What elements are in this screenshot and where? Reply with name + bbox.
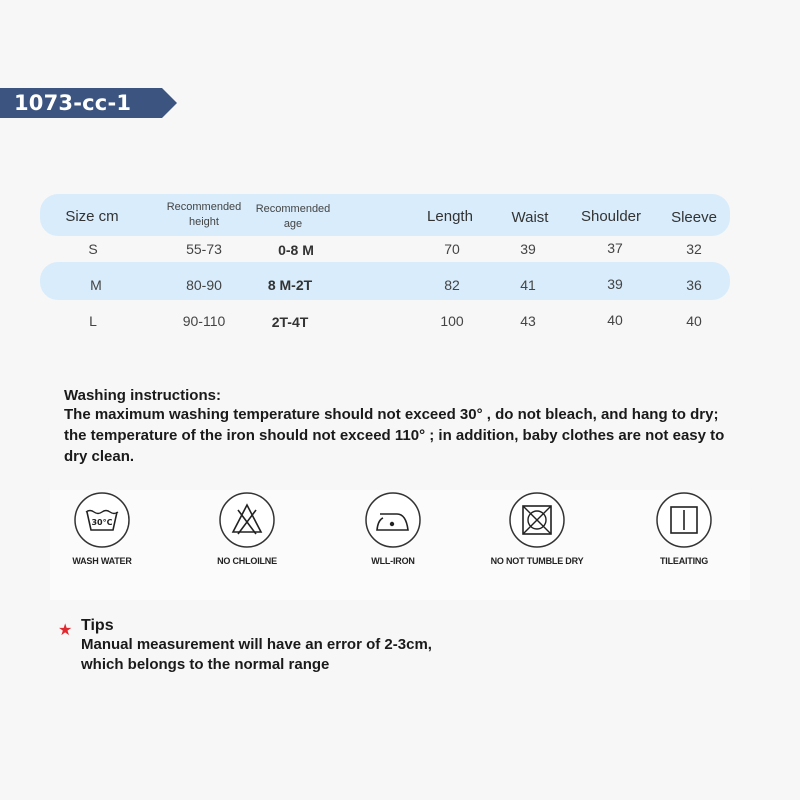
care-item-tumble (477, 490, 597, 566)
tips-title: Tips (81, 617, 114, 634)
care-item-wash (42, 490, 162, 566)
table-cell: 41 (520, 277, 536, 293)
row-band (40, 262, 730, 300)
tips-line-2: which belongs to the normal range (81, 656, 330, 673)
line-dry-icon (654, 490, 714, 550)
wash-temp-label: 30°C (91, 518, 113, 527)
table-cell: 80-90 (186, 277, 222, 293)
product-tag (0, 88, 178, 118)
no-bleach-icon (217, 490, 277, 550)
table-cell: 39 (607, 276, 623, 292)
care-label: WLL-IRON (371, 556, 415, 566)
table-cell: L (89, 313, 97, 329)
table-cell: 43 (520, 313, 536, 329)
header-waist: Waist (511, 209, 549, 226)
wash-30c-icon (72, 490, 132, 550)
care-icons-row (50, 490, 750, 600)
care-item-dry (624, 490, 744, 566)
table-cell: 32 (686, 241, 702, 257)
header-height: Recommended height (166, 201, 242, 228)
care-label: NO CHLOILNE (217, 556, 277, 566)
header-size: Size cm (65, 208, 119, 225)
table-cell: 90-110 (182, 313, 226, 329)
table-cell: 82 (444, 277, 460, 293)
table-cell: 100 (440, 313, 464, 329)
size-table (40, 190, 730, 340)
washing-title: Washing instructions: (64, 387, 221, 404)
table-cell: 40 (607, 312, 623, 328)
table-cell: 36 (686, 277, 702, 293)
table-cell: 40 (686, 313, 702, 329)
iron-icon (363, 490, 423, 550)
table-cell: 2T-4T (271, 314, 309, 330)
care-item-iron (333, 490, 453, 566)
no-tumble-dry-icon (507, 490, 567, 550)
care-label: WASH WATER (72, 556, 132, 566)
table-cell: 70 (444, 241, 460, 257)
table-cell: 39 (520, 241, 536, 257)
tips-line-1: Manual measurement will have an error of 2-3cm, (81, 636, 432, 653)
table-cell: 0-8 M (278, 242, 314, 258)
table-cell: S (88, 241, 98, 257)
table-cell: 55-73 (186, 241, 222, 257)
header-shoulder: Shoulder (580, 208, 642, 225)
care-label: TILEAITING (660, 556, 708, 566)
care-label: NO NOT TUMBLE DRY (490, 556, 584, 566)
washing-body: The maximum washing temperature should not exceed 30° , do not bleach, and hang to dry; the temperature of the iron should not exceed 110° ; in addition, baby clothes are not easy to dry clean. (64, 406, 725, 465)
header-age: Recommended age (255, 203, 331, 230)
table-cell: 8 M-2T (267, 277, 313, 293)
star-icon: ★ (58, 622, 73, 639)
product-tag-label: 1073-cc-1 (14, 91, 132, 115)
table-cell: 37 (607, 240, 623, 256)
header-length: Length (427, 208, 473, 225)
care-item-bleach (187, 490, 307, 566)
header-sleeve: Sleeve (671, 209, 717, 226)
table-cell: M (90, 277, 102, 293)
